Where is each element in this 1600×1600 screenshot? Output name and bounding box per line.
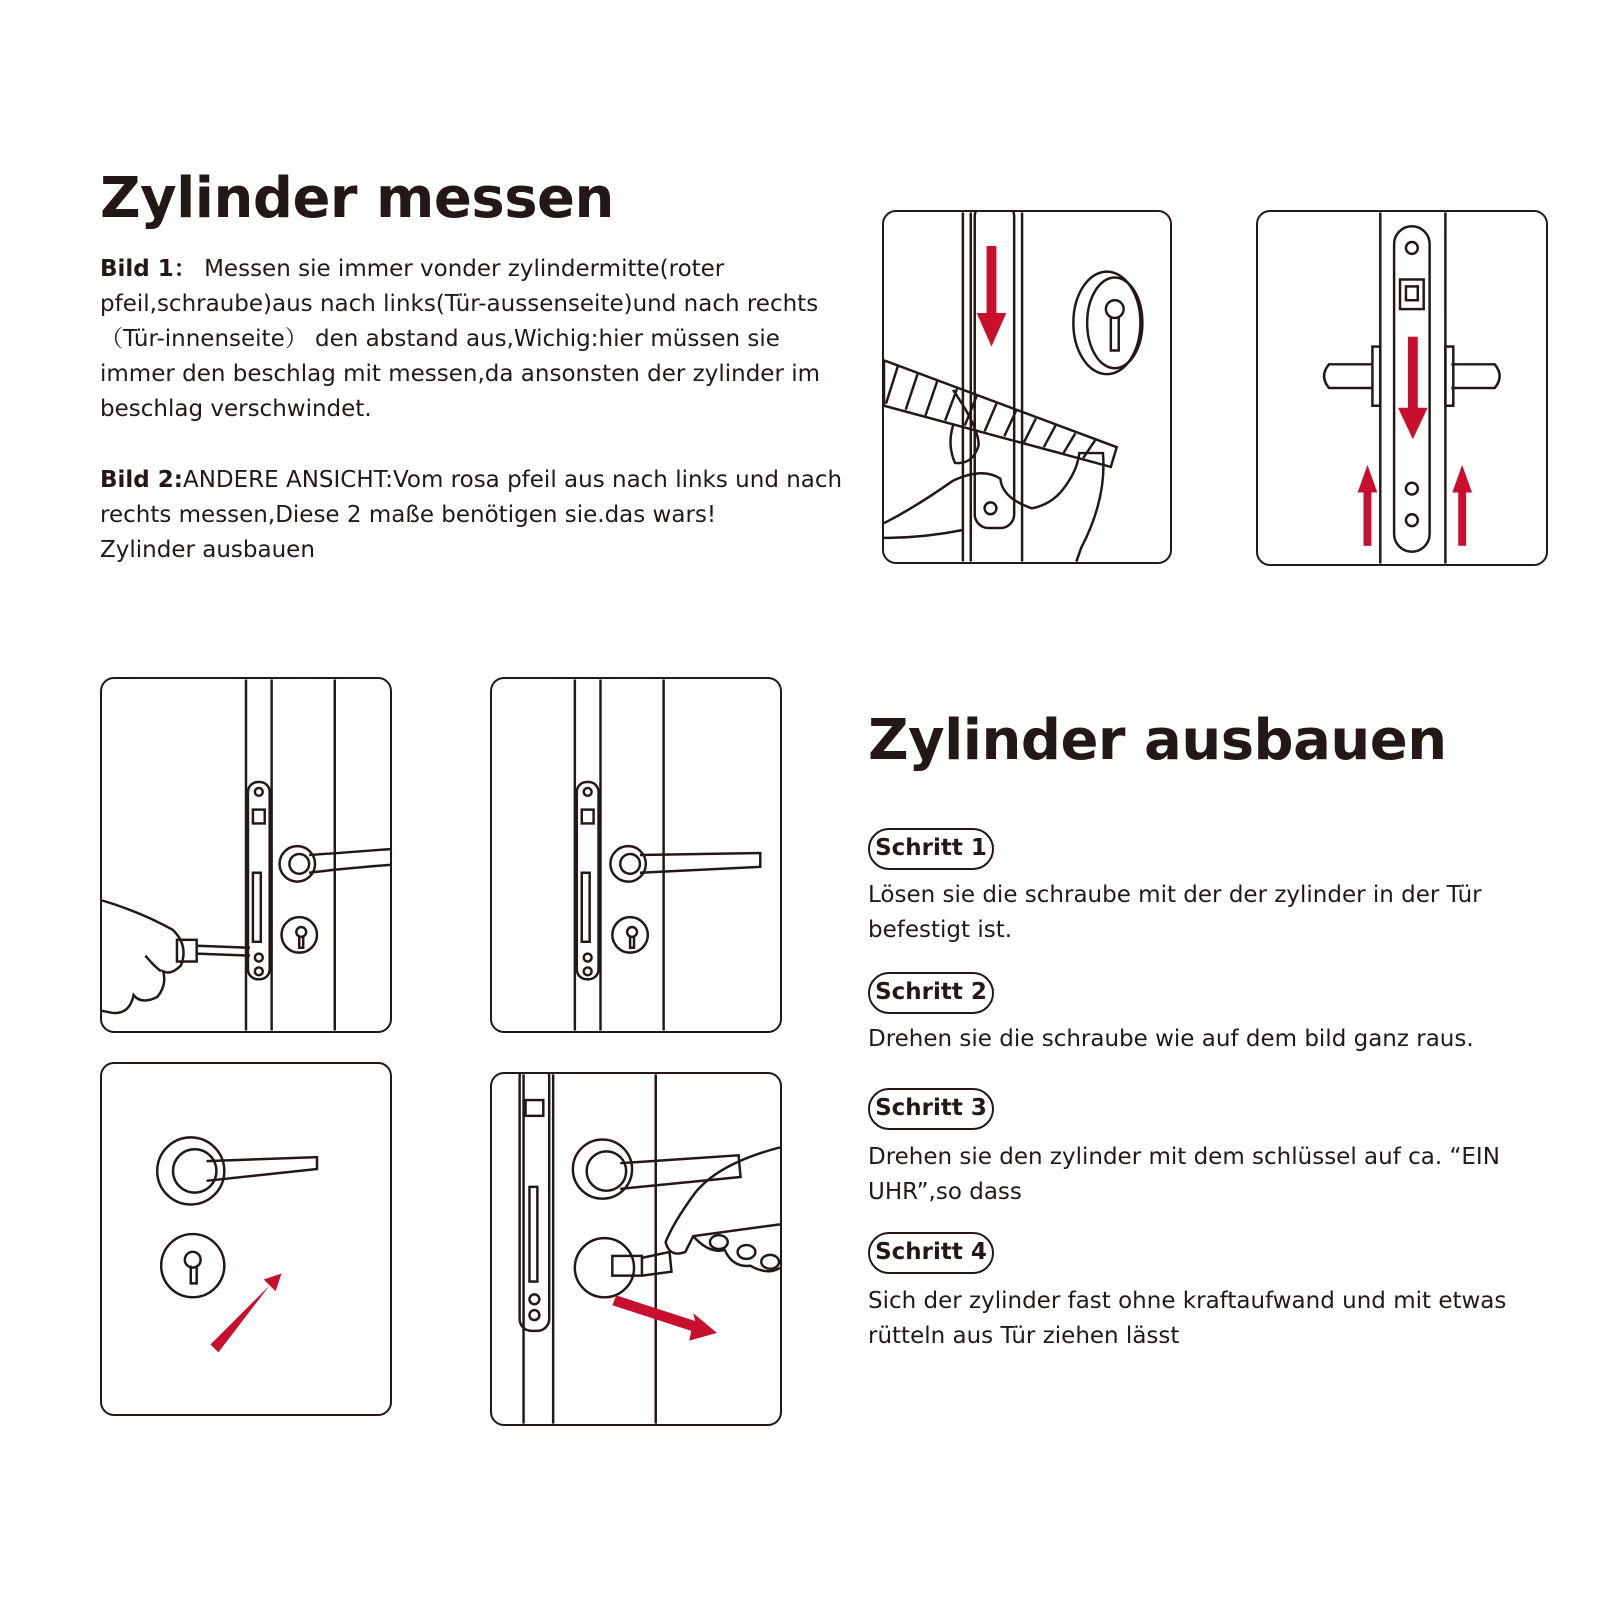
page-title-remove: Zylinder ausbauen bbox=[868, 708, 1447, 773]
bild2-text: ANDERE ANSICHT:Vom rosa pfeil aus nach links und nach rechts messen,Diese 2 maße benötigen sie.das wars! bbox=[100, 467, 843, 528]
bild1-text: Messen sie immer vonder zylindermitte(roter pfeil,schraube)aus nach links(Tür-aussenseite)und nach rechts （Tür-innenseite） den abstand aus,Wichig:hier müssen sie immer den beschlag mit messen,da ansonsten der zylinder im beschlag verschwindet. bbox=[100, 256, 821, 422]
door-edge-arrows-illustration bbox=[1256, 210, 1548, 566]
step-2-badge: Schritt 2 bbox=[868, 972, 994, 1014]
bild2-paragraph bbox=[100, 463, 845, 568]
screw-removed-drawing bbox=[492, 679, 780, 1031]
step-3-text: Drehen sie den zylinder mit dem schlüssel auf ca. “EIN UHR”,so dass bbox=[868, 1144, 1500, 1205]
key-pull-illustration bbox=[490, 1072, 782, 1426]
page-title-measure: Zylinder messen bbox=[100, 166, 614, 231]
unscrew-drawing bbox=[102, 679, 390, 1031]
unscrew-illustration bbox=[100, 677, 392, 1033]
step-1-text: Lösen sie die schraube mit der der zylinder in der Tür befestigt ist. bbox=[868, 882, 1482, 943]
measure-tape-illustration bbox=[882, 210, 1172, 564]
bild2-footer: Zylinder ausbauen bbox=[100, 537, 315, 563]
bild2-label: Bild 2: bbox=[100, 467, 183, 493]
bild1-paragraph bbox=[100, 252, 845, 427]
step-2-text: Drehen sie die schraube wie auf dem bild ganz raus. bbox=[868, 1026, 1474, 1052]
handle-arrow-drawing bbox=[102, 1064, 390, 1414]
bild1-label: Bild 1： bbox=[100, 256, 197, 282]
screw-removed-illustration bbox=[490, 677, 782, 1033]
step-4-text: Sich der zylinder fast ohne kraftaufwand und mit etwas rütteln aus Tür ziehen lässt bbox=[868, 1288, 1507, 1349]
key-pull-drawing bbox=[492, 1074, 780, 1424]
handle-arrow-illustration bbox=[100, 1062, 392, 1416]
door-edge-drawing bbox=[1258, 212, 1546, 564]
step-4-badge: Schritt 4 bbox=[868, 1232, 994, 1274]
measure-tape-drawing bbox=[884, 212, 1170, 562]
step-1-badge: Schritt 1 bbox=[868, 828, 994, 870]
step-3-badge: Schritt 3 bbox=[868, 1088, 994, 1130]
